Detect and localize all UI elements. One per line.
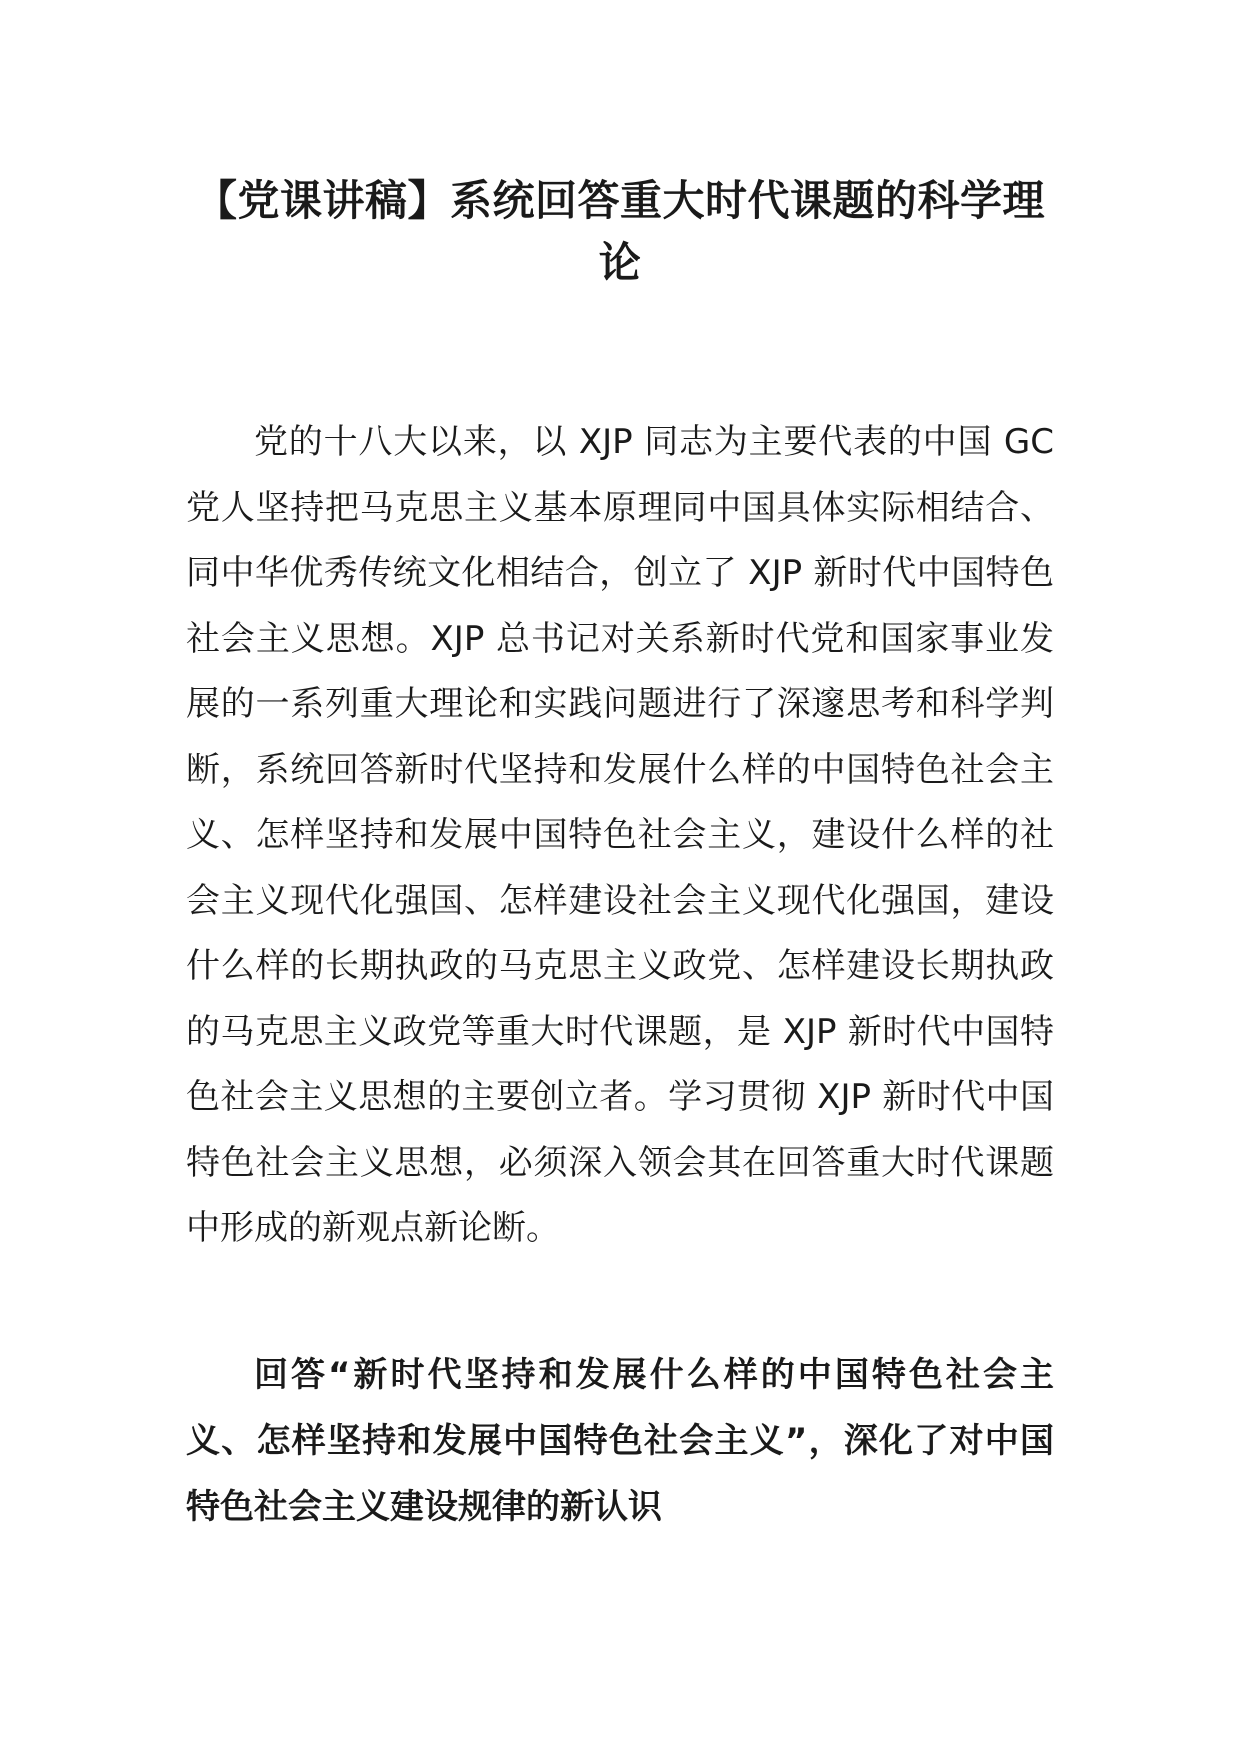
body-paragraph: 党的十八大以来，以 XJP 同志为主要代表的中国 GC 党人坚持把马克思主义基本原理同中国具体实际相结合、同中华优秀传统文化相结合，创立了 XJP 新时代中国特色社会主义思想。XJP 总书记对关系新时代党和国家事业发展的一系列重大理论和实践问题进行了深邃思考和科学判断，系统回答新时代坚持和发展什么样的中国特色社会主义、怎样坚持和发展中国特色社会主义，建设什么样的社会主义现代化强国、怎样建设社会主义现代化强国，建设什么样的长期执政的马克思主义政党、怎样建设长期执政的马克思主义政党等重大时代课题，是 XJP 新时代中国特色社会主义思想的主要创立者。学习贯彻 XJP 新时代中国特色社会主义思想，必须深入领会其在回答重大时代课题中形成的新观点新论断。: [186, 422, 1054, 1248]
section-heading: 回答“新时代坚持和发展什么样的中国特色社会主义、怎样坚持和发展中国特色社会主义”，深化了对中国特色社会主义建设规律的新认识: [186, 1355, 1054, 1527]
document-title: 【党课讲稿】系统回答重大时代课题的科学理论: [194, 176, 1045, 287]
